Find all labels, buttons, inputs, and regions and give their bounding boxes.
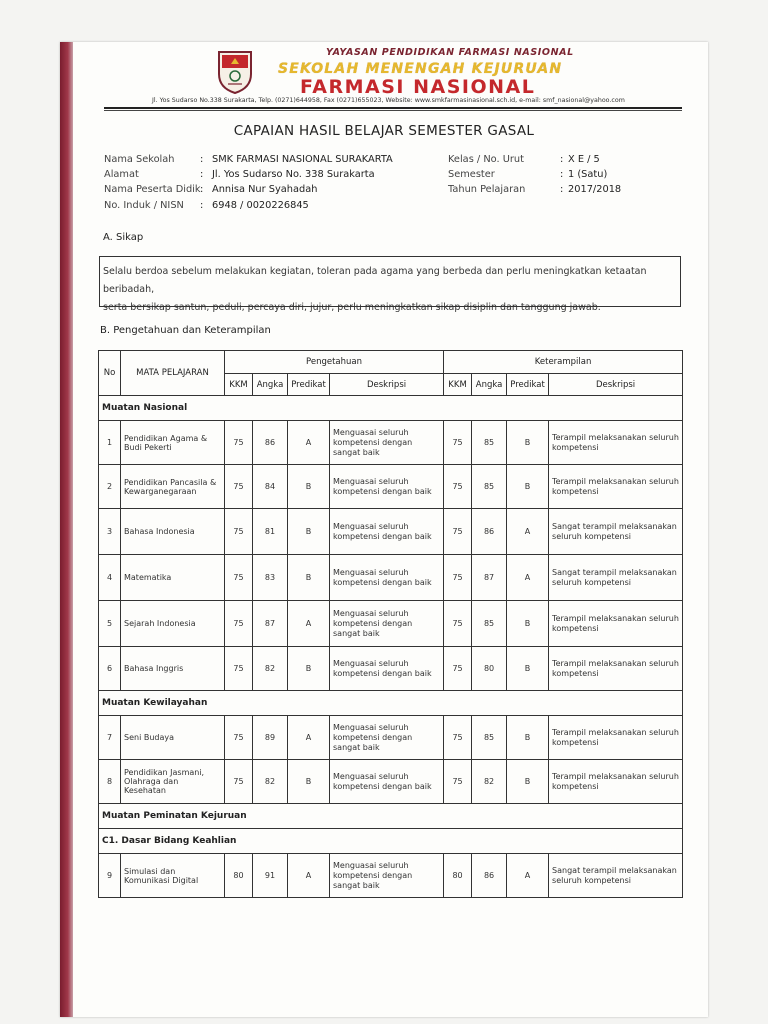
pengetahuan-predikat: A: [288, 716, 330, 760]
subject-cell: Pendidikan Agama & Budi Pekerti: [121, 421, 225, 465]
row-no: 1: [99, 421, 121, 465]
pengetahuan-predikat: B: [288, 465, 330, 509]
grades-body: [99, 396, 683, 898]
pengetahuan-predikat: B: [288, 760, 330, 804]
identity-row: Alamat : Jl. Yos Sudarso No. 338 Surakarta: [104, 169, 375, 180]
group-title: Muatan Peminatan Kejuruan: [99, 804, 683, 829]
table-row: [99, 555, 683, 601]
identity-row: No. Induk / NISN : 6948 / 0020226845: [104, 200, 309, 211]
pengetahuan-predikat: A: [288, 601, 330, 647]
keterampilan-kkm: 75: [444, 647, 472, 691]
header-angka: Angka: [472, 374, 507, 396]
header-predikat: Predikat: [288, 374, 330, 396]
pengetahuan-predikat: B: [288, 555, 330, 601]
subject-cell: Simulasi dan Komunikasi Digital: [121, 854, 225, 898]
identity-value: Annisa Nur Syahadah: [212, 184, 318, 195]
row-no: 8: [99, 760, 121, 804]
subject-cell: Bahasa Inggris: [121, 647, 225, 691]
pengetahuan-deskripsi: Menguasai seluruh kompetensi dengan sangat baik: [330, 854, 444, 898]
school-address: Jl. Yos Sudarso No.338 Surakarta, Telp. (0271)644958, Fax (0271)655023, Website: www.smkfarmasinasional.sch.id, e-mail: smf_nasional@yahoo.com: [152, 97, 625, 104]
sikap-line: serta bersikap santun, peduli, percaya diri, jujur, perlu meningkatkan sikap disiplin dan tanggung jawab.: [103, 302, 601, 313]
identity-label: Kelas / No. Urut: [448, 154, 524, 165]
keterampilan-kkm: 75: [444, 555, 472, 601]
table-row: [99, 716, 683, 760]
table-header-row: [99, 351, 683, 374]
header-deskripsi: Deskripsi: [330, 374, 444, 396]
keterampilan-deskripsi: Sangat terampil melaksanakan seluruh kompetensi: [549, 509, 683, 555]
pengetahuan-kkm: 75: [225, 601, 253, 647]
keterampilan-predikat: B: [507, 601, 549, 647]
pengetahuan-deskripsi: Menguasai seluruh kompetensi dengan baik: [330, 647, 444, 691]
table-row: [99, 421, 683, 465]
keterampilan-predikat: B: [507, 647, 549, 691]
pengetahuan-kkm: 75: [225, 716, 253, 760]
pengetahuan-deskripsi: Menguasai seluruh kompetensi dengan sangat baik: [330, 421, 444, 465]
pengetahuan-deskripsi: Menguasai seluruh kompetensi dengan baik: [330, 760, 444, 804]
header-divider: [104, 107, 682, 109]
header-no: No: [99, 351, 121, 396]
pengetahuan-angka: 81: [253, 509, 288, 555]
keterampilan-deskripsi: Terampil melaksanakan seluruh kompetensi: [549, 421, 683, 465]
subject-cell: Bahasa Indonesia: [121, 509, 225, 555]
pengetahuan-angka: 89: [253, 716, 288, 760]
pengetahuan-deskripsi: Menguasai seluruh kompetensi dengan baik: [330, 509, 444, 555]
binding-edge: [60, 42, 73, 1017]
section-heading-grades: B. Pengetahuan dan Keterampilan: [100, 325, 271, 336]
table-row: [99, 760, 683, 804]
keterampilan-deskripsi: Terampil melaksanakan seluruh kompetensi: [549, 465, 683, 509]
pengetahuan-predikat: B: [288, 647, 330, 691]
pengetahuan-angka: 82: [253, 760, 288, 804]
identity-row: Kelas / No. Urut : X E / 5: [448, 154, 600, 165]
table-row: [99, 509, 683, 555]
keterampilan-predikat: B: [507, 421, 549, 465]
keterampilan-kkm: 75: [444, 716, 472, 760]
identity-value: X E / 5: [568, 154, 600, 165]
keterampilan-kkm: 75: [444, 601, 472, 647]
subject-cell: Sejarah Indonesia: [121, 601, 225, 647]
group-row: [99, 691, 683, 716]
identity-label: Alamat: [104, 169, 139, 180]
keterampilan-deskripsi: Terampil melaksanakan seluruh kompetensi: [549, 601, 683, 647]
identity-value: 6948 / 0020226845: [212, 200, 309, 211]
row-no: 4: [99, 555, 121, 601]
pengetahuan-angka: 82: [253, 647, 288, 691]
pengetahuan-deskripsi: Menguasai seluruh kompetensi dengan sangat baik: [330, 601, 444, 647]
keterampilan-kkm: 75: [444, 760, 472, 804]
row-no: 9: [99, 854, 121, 898]
keterampilan-kkm: 75: [444, 509, 472, 555]
keterampilan-predikat: A: [507, 555, 549, 601]
pengetahuan-predikat: B: [288, 509, 330, 555]
pengetahuan-angka: 87: [253, 601, 288, 647]
header-keterampilan: Keterampilan: [444, 351, 683, 374]
identity-label: Nama Peserta Didik: [104, 184, 201, 195]
keterampilan-angka: 85: [472, 421, 507, 465]
keterampilan-angka: 82: [472, 760, 507, 804]
pengetahuan-predikat: A: [288, 421, 330, 465]
identity-label: Tahun Pelajaran: [448, 184, 526, 195]
keterampilan-kkm: 75: [444, 421, 472, 465]
keterampilan-kkm: 75: [444, 465, 472, 509]
header-pengetahuan: Pengetahuan: [225, 351, 444, 374]
keterampilan-angka: 86: [472, 509, 507, 555]
pengetahuan-kkm: 75: [225, 465, 253, 509]
keterampilan-angka: 80: [472, 647, 507, 691]
header-deskripsi: Deskripsi: [549, 374, 683, 396]
row-no: 6: [99, 647, 121, 691]
row-no: 5: [99, 601, 121, 647]
row-no: 2: [99, 465, 121, 509]
subject-cell: Seni Budaya: [121, 716, 225, 760]
school-name: FARMASI NASIONAL: [300, 76, 536, 98]
table-row: [99, 647, 683, 691]
keterampilan-angka: 85: [472, 465, 507, 509]
keterampilan-deskripsi: Terampil melaksanakan seluruh kompetensi: [549, 716, 683, 760]
header-kkm: KKM: [225, 374, 253, 396]
pengetahuan-angka: 86: [253, 421, 288, 465]
pengetahuan-deskripsi: Menguasai seluruh kompetensi dengan baik: [330, 555, 444, 601]
page-title: CAPAIAN HASIL BELAJAR SEMESTER GASAL: [233, 123, 535, 139]
table-row: [99, 601, 683, 647]
identity-value: 2017/2018: [568, 184, 622, 195]
header-subject: MATA PELAJARAN: [121, 351, 225, 396]
keterampilan-predikat: A: [507, 854, 549, 898]
identity-label: No. Induk / NISN: [104, 200, 184, 211]
keterampilan-predikat: A: [507, 509, 549, 555]
row-no: 3: [99, 509, 121, 555]
group-row: [99, 804, 683, 829]
keterampilan-angka: 85: [472, 601, 507, 647]
subject-cell: Matematika: [121, 555, 225, 601]
keterampilan-predikat: B: [507, 465, 549, 509]
pengetahuan-angka: 84: [253, 465, 288, 509]
subject-cell: Pendidikan Pancasila & Kewarganegaraan: [121, 465, 225, 509]
table-row: [99, 854, 683, 898]
header-predikat: Predikat: [507, 374, 549, 396]
keterampilan-angka: 86: [472, 854, 507, 898]
group-title: Muatan Nasional: [99, 396, 683, 421]
subject-cell: Pendidikan Jasmani, Olahraga dan Kesehatan: [121, 760, 225, 804]
pengetahuan-kkm: 75: [225, 555, 253, 601]
pengetahuan-kkm: 75: [225, 760, 253, 804]
header-kkm: KKM: [444, 374, 472, 396]
sikap-description-box: [99, 256, 681, 313]
identity-row: Nama Peserta Didik: Annisa Nur Syahadah: [104, 184, 318, 195]
pengetahuan-predikat: A: [288, 854, 330, 898]
identity-row: Nama Sekolah : SMK FARMASI NASIONAL SURAKARTA: [104, 154, 393, 165]
group-title: C1. Dasar Bidang Keahlian: [99, 829, 683, 854]
group-row: [99, 396, 683, 421]
pengetahuan-deskripsi: Menguasai seluruh kompetensi dengan sangat baik: [330, 716, 444, 760]
identity-value: 1 (Satu): [568, 169, 608, 180]
pengetahuan-angka: 83: [253, 555, 288, 601]
keterampilan-predikat: B: [507, 760, 549, 804]
pengetahuan-kkm: 75: [225, 509, 253, 555]
keterampilan-deskripsi: Sangat terampil melaksanakan seluruh kompetensi: [549, 555, 683, 601]
pengetahuan-kkm: 80: [225, 854, 253, 898]
pengetahuan-kkm: 75: [225, 421, 253, 465]
identity-value: SMK FARMASI NASIONAL SURAKARTA: [212, 154, 393, 165]
keterampilan-deskripsi: Terampil melaksanakan seluruh kompetensi: [549, 647, 683, 691]
keterampilan-kkm: 80: [444, 854, 472, 898]
keterampilan-angka: 87: [472, 555, 507, 601]
group-title: Muatan Kewilayahan: [99, 691, 683, 716]
foundation-name: YAYASAN PENDIDIKAN FARMASI NASIONAL: [326, 47, 574, 58]
identity-value: Jl. Yos Sudarso No. 338 Surakarta: [212, 169, 375, 180]
identity-row: Semester : 1 (Satu): [448, 169, 608, 180]
section-heading-sikap: A. Sikap: [103, 232, 144, 243]
group-row: [99, 829, 683, 854]
sikap-line: Selalu berdoa sebelum melakukan kegiatan, toleran pada agama yang berbeda dan perlu meningkatkan ketaatan beribadah,: [103, 266, 647, 295]
identity-label: Semester: [448, 169, 495, 180]
header-divider-thin: [104, 110, 682, 111]
keterampilan-predikat: B: [507, 716, 549, 760]
pengetahuan-deskripsi: Menguasai seluruh kompetensi dengan baik: [330, 465, 444, 509]
grades-table: [98, 350, 683, 898]
identity-row: Tahun Pelajaran : 2017/2018: [448, 184, 622, 195]
table-row: [99, 465, 683, 509]
school-type: SEKOLAH MENENGAH KEJURUAN: [278, 61, 563, 77]
keterampilan-deskripsi: Sangat terampil melaksanakan seluruh kompetensi: [549, 854, 683, 898]
identity-label: Nama Sekolah: [104, 154, 175, 165]
row-no: 7: [99, 716, 121, 760]
pengetahuan-angka: 91: [253, 854, 288, 898]
keterampilan-deskripsi: Terampil melaksanakan seluruh kompetensi: [549, 760, 683, 804]
header-angka: Angka: [253, 374, 288, 396]
keterampilan-angka: 85: [472, 716, 507, 760]
school-logo-icon: [216, 50, 254, 94]
pengetahuan-kkm: 75: [225, 647, 253, 691]
